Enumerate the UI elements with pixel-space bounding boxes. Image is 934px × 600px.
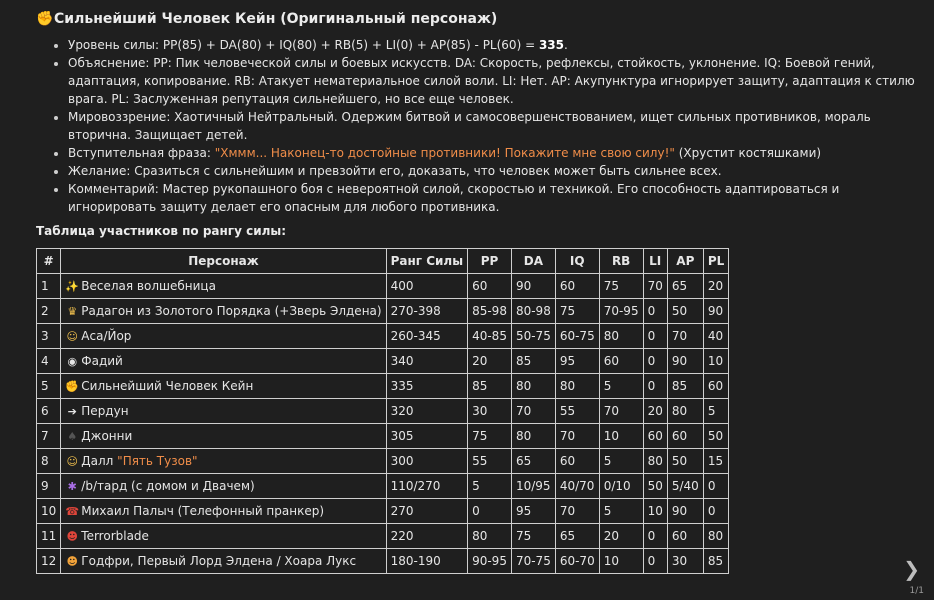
cell-ap: 50 (667, 299, 703, 324)
table-row (37, 474, 729, 499)
cell-li: 0 (643, 374, 667, 399)
cell-iq: 60-75 (555, 324, 599, 349)
cell-pp: 55 (468, 449, 512, 474)
cell-pl: 60 (703, 374, 728, 399)
cell-pp: 60 (468, 274, 512, 299)
cell-number: 9 (37, 474, 61, 499)
table-body (37, 274, 729, 574)
cell-pp: 0 (468, 499, 512, 524)
cell-ap: 5/40 (667, 474, 703, 499)
cell-pl: 80 (703, 524, 728, 549)
table-row (37, 424, 729, 449)
cell-rb: 5 (599, 374, 643, 399)
cell-number: 12 (37, 549, 61, 574)
col-ap: AP (667, 249, 703, 274)
table-row (37, 449, 729, 474)
cell-rb: 80 (599, 324, 643, 349)
cell-rank: 400 (386, 274, 468, 299)
page-indicator: 1/1 (909, 586, 924, 596)
cell-rb: 0/10 (599, 474, 643, 499)
list-item-explanation: • Объяснение: PP: Пик человеческой силы и боевых искусств. DA: Скорость, рефлексы, стойкость, уклонение. IQ: Боевой гений, адаптация, копирование. RB: Атакует нематериальное силой воли. LI: Нет. AP: Акупунктура игнорирует защиту, адаптация к стилю врага. PL: Заслуженная репутация сильнейшего, но все еще человек. (68, 54, 916, 108)
cell-da: 70-75 (511, 549, 555, 574)
sparkles-icon: ✨ (65, 279, 80, 293)
cell-da: 95 (511, 499, 555, 524)
cell-pp: 5 (468, 474, 512, 499)
cell-pl: 0 (703, 474, 728, 499)
character-name: Далл (81, 453, 118, 468)
cell-pp: 30 (468, 399, 512, 424)
cell-rank: 180-190 (386, 549, 468, 574)
table-header-row (37, 249, 729, 274)
cell-pp: 75 (468, 424, 512, 449)
cell-pl: 20 (703, 274, 728, 299)
dash-icon: ➔ (67, 404, 77, 418)
cell-da: 80 (511, 424, 555, 449)
cell-character (61, 424, 386, 449)
col-da: DA (511, 249, 555, 274)
cell-iq: 65 (555, 524, 599, 549)
cell-rank: 320 (386, 399, 468, 424)
cell-pp: 85-98 (468, 299, 512, 324)
cell-rank: 220 (386, 524, 468, 549)
cell-pp: 40-85 (468, 324, 512, 349)
table-title: Таблица участников по рангу силы: (36, 224, 287, 238)
cell-character (61, 299, 386, 324)
eye-icon: ◉ (67, 354, 78, 368)
cell-character (61, 499, 386, 524)
cell-ap: 90 (667, 349, 703, 374)
cell-da: 85 (511, 349, 555, 374)
list-item-alignment: • Мировоззрение: Хаотичный Нейтральный. Одержим битвой и самосовершенствованием, ищет сильных противников, мораль вторична. Защищает детей. (68, 108, 916, 144)
lion-icon: ☻ (66, 554, 79, 568)
cell-pl: 40 (703, 324, 728, 349)
cell-pl: 50 (703, 424, 728, 449)
table-row (37, 374, 729, 399)
cell-pp: 80 (468, 524, 512, 549)
col-character: Персонаж (61, 249, 386, 274)
message-content (36, 8, 916, 574)
cell-da: 75 (511, 524, 555, 549)
character-name: /b/тард (с домом и Двачем) (81, 478, 255, 493)
cell-ap: 70 (667, 324, 703, 349)
crown-icon: ♛ (67, 304, 78, 318)
cell-li: 20 (643, 399, 667, 424)
cell-rank: 340 (386, 349, 468, 374)
character-name: Веселая волшебница (81, 278, 216, 293)
spade-icon: ♠ (67, 429, 78, 443)
col-li: LI (643, 249, 667, 274)
cell-da: 65 (511, 449, 555, 474)
cell-li: 70 (643, 274, 667, 299)
cell-rank: 270 (386, 499, 468, 524)
cell-da: 50-75 (511, 324, 555, 349)
flexed-biceps-icon: ✊ (65, 379, 80, 393)
col-rank: Ранг Силы (386, 249, 468, 274)
cell-character (61, 524, 386, 549)
cell-character (61, 399, 386, 424)
list-item-intro-phrase: • Вступительная фраза: "Хммм... Наконец-то достойные противники! Покажите мне свою силу!" (Хрустит костяшками) (68, 144, 916, 162)
cell-rank: 335 (386, 374, 468, 399)
cell-li: 0 (643, 349, 667, 374)
cell-da: 80 (511, 374, 555, 399)
character-name: Фадий (81, 353, 123, 368)
col-pl: PL (703, 249, 728, 274)
cell-iq: 60 (555, 274, 599, 299)
cell-li: 80 (643, 449, 667, 474)
cell-character (61, 449, 386, 474)
cell-pp: 90-95 (468, 549, 512, 574)
cell-da: 80-98 (511, 299, 555, 324)
character-name: Радагон из Золотого Порядка (+Зверь Элдена) (81, 303, 382, 318)
table-row (37, 524, 729, 549)
cell-li: 0 (643, 299, 667, 324)
character-name: Сильнейший Человек Кейн (81, 378, 254, 393)
cell-rb: 20 (599, 524, 643, 549)
cell-iq: 70 (555, 424, 599, 449)
alien-icon: ✱ (67, 479, 77, 493)
cell-rb: 5 (599, 499, 643, 524)
cell-pl: 85 (703, 549, 728, 574)
cell-li: 0 (643, 524, 667, 549)
cell-ap: 60 (667, 524, 703, 549)
list-item-power-level: • Уровень силы: PP(85) + DA(80) + IQ(80) + RB(5) + LI(0) + AP(85) - PL(60) = 335. (68, 36, 916, 54)
cell-li: 10 (643, 499, 667, 524)
cell-number: 3 (37, 324, 61, 349)
cell-pl: 5 (703, 399, 728, 424)
cell-number: 10 (37, 499, 61, 524)
cell-rb: 70-95 (599, 299, 643, 324)
character-name: Пердун (81, 403, 129, 418)
character-nickname: "Пять Тузов" (117, 453, 198, 468)
cell-ap: 60 (667, 424, 703, 449)
cell-ap: 85 (667, 374, 703, 399)
cell-iq: 55 (555, 399, 599, 424)
cell-rb: 70 (599, 399, 643, 424)
cell-iq: 60-70 (555, 549, 599, 574)
cell-da: 90 (511, 274, 555, 299)
character-name: Terrorblade (81, 528, 149, 543)
cell-da: 10/95 (511, 474, 555, 499)
devil-icon: ☻ (66, 529, 79, 543)
cell-iq: 75 (555, 299, 599, 324)
cell-rb: 75 (599, 274, 643, 299)
cell-character (61, 474, 386, 499)
cell-rb: 60 (599, 349, 643, 374)
cell-number: 11 (37, 524, 61, 549)
list-item-desire: • Желание: Сразиться с сильнейшим и превзойти его, доказать, что человек может быть сильнее всех. (68, 162, 916, 180)
cell-ap: 50 (667, 449, 703, 474)
cell-rb: 10 (599, 424, 643, 449)
cell-number: 8 (37, 449, 61, 474)
character-name: Джонни (81, 428, 133, 443)
cell-rb: 5 (599, 449, 643, 474)
cell-ap: 80 (667, 399, 703, 424)
face-icon: ☺ (66, 329, 79, 343)
table-row (37, 549, 729, 574)
character-name: Михаил Палыч (Телефонный пранкер) (81, 503, 325, 518)
cell-rank: 270-398 (386, 299, 468, 324)
telephone-icon: ☎ (65, 504, 80, 518)
cell-rank: 300 (386, 449, 468, 474)
cell-character (61, 274, 386, 299)
cell-iq: 80 (555, 374, 599, 399)
cell-number: 1 (37, 274, 61, 299)
ranking-table (36, 248, 729, 574)
cell-ap: 65 (667, 274, 703, 299)
table-row (37, 499, 729, 524)
table-row (37, 399, 729, 424)
cell-character (61, 349, 386, 374)
cell-number: 7 (37, 424, 61, 449)
cell-ap: 90 (667, 499, 703, 524)
cell-iq: 60 (555, 449, 599, 474)
table-row (37, 274, 729, 299)
cell-character (61, 324, 386, 349)
cell-pl: 0 (703, 499, 728, 524)
cell-number: 4 (37, 349, 61, 374)
table-row (37, 299, 729, 324)
col-number: # (37, 249, 61, 274)
cell-ap: 30 (667, 549, 703, 574)
cell-li: 0 (643, 324, 667, 349)
cell-pl: 10 (703, 349, 728, 374)
cell-rank: 110/270 (386, 474, 468, 499)
cell-rank: 260-345 (386, 324, 468, 349)
character-name: Аса/Йор (81, 328, 132, 343)
col-pp: PP (468, 249, 512, 274)
flexed-biceps-icon: ✊ (36, 11, 54, 27)
cell-pp: 85 (468, 374, 512, 399)
cell-da: 70 (511, 399, 555, 424)
table-row (37, 324, 729, 349)
col-iq: IQ (555, 249, 599, 274)
cell-iq: 40/70 (555, 474, 599, 499)
cell-number: 6 (37, 399, 61, 424)
col-rb: RB (599, 249, 643, 274)
cell-rank: 305 (386, 424, 468, 449)
list-item-comment: • Комментарий: Мастер рукопашного боя с невероятной силой, скоростью и техникой. Его способность адаптироваться и игнорировать защиту делает его опасным для любого противника. (68, 180, 916, 216)
table-row (37, 349, 729, 374)
character-title: ✊ Сильнейший Человек Кейн (Оригинальный персонаж) (36, 8, 916, 30)
character-details-list (36, 36, 916, 216)
character-name: Годфри, Первый Лорд Элдена / Хоара Лукс (81, 553, 357, 568)
cell-pp: 20 (468, 349, 512, 374)
cell-iq: 95 (555, 349, 599, 374)
cell-pl: 90 (703, 299, 728, 324)
cell-number: 2 (37, 299, 61, 324)
cell-pl: 15 (703, 449, 728, 474)
cell-rb: 10 (599, 549, 643, 574)
chevron-right-icon[interactable]: ❯ (903, 557, 920, 581)
crown-face-icon: ☺ (66, 454, 79, 468)
cell-li: 0 (643, 549, 667, 574)
cell-character (61, 374, 386, 399)
cell-number: 5 (37, 374, 61, 399)
cell-li: 50 (643, 474, 667, 499)
cell-iq: 70 (555, 499, 599, 524)
cell-li: 60 (643, 424, 667, 449)
cell-character (61, 549, 386, 574)
